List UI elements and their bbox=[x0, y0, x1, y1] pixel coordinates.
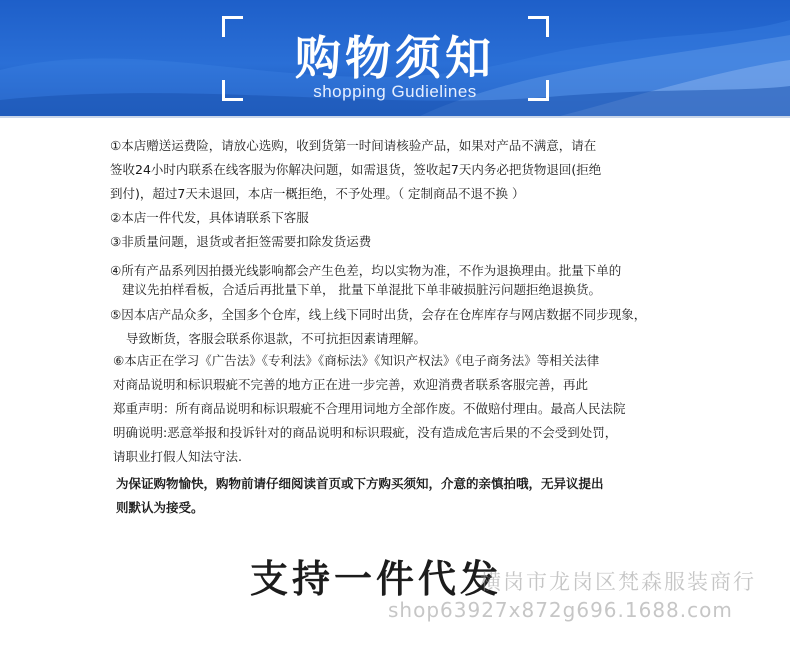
notice-item-4-line-2: 建议先拍样看板，合适后再批量下单， 批量下单混批下单非破损脏污问题拒绝退换货。 bbox=[122, 282, 601, 297]
notice-item-5-line-1: ⑤因本店产品众多，全国多个仓库，线上线下同时出货，会存在仓库库存与网店数据不同步现象， bbox=[110, 307, 647, 322]
notice-item-6-line-5: 请职业打假人知法守法. bbox=[113, 449, 242, 464]
notice-disclaimer-line-1: 为保证购物愉快，购物前请仔细阅读首页或下方购买须知，介意的亲慎拍哦，无异议提出 bbox=[116, 476, 604, 491]
notice-item-6-line-2: 对商品说明和标识瑕疵不完善的地方正在进一步完善，欢迎消费者联系客服完善，再此 bbox=[113, 377, 589, 392]
page-title: 购物须知 bbox=[295, 31, 495, 85]
notice-item-6-line-1: ⑥本店正在学习《广告法》《专利法》《商标法》《知识产权法》《电子商务法》等相关法律 bbox=[113, 353, 600, 368]
notice-item-1-line-3: 到付)，超过7天未退回，本店一概拒绝，不予处理。（ 定制商品不退不换 ） bbox=[110, 186, 525, 201]
notice-item-2: ②本店一件代发，具体请联系下客服 bbox=[110, 210, 309, 225]
notice-item-1-line-1: ①本店赠送运费险，请放心选购，收到货第一时间请核验产品，如果对产品不满意，请在 bbox=[110, 138, 597, 153]
banner-divider bbox=[0, 116, 790, 118]
page-subtitle: shopping Gudielines bbox=[313, 82, 477, 101]
watermark-url: shop63927x872g696.1688.com bbox=[388, 598, 733, 622]
notice-item-1-line-2: 签收24小时内联系在线客服为你解决问题，如需退货，签收起7天内务必把货物退回(拒绝 bbox=[110, 162, 602, 177]
header-banner bbox=[0, 0, 790, 116]
notice-disclaimer-line-2: 则默认为接受。 bbox=[116, 500, 204, 515]
watermark-company: 横岗市龙岗区梵森服装商行 bbox=[480, 570, 756, 594]
notice-item-6-line-4: 明确说明:恶意举报和投诉针对的商品说明和标识瑕疵，没有造成危害后果的不会受到处罚， bbox=[113, 425, 618, 440]
dropship-slogan: 支持一件代发 bbox=[250, 557, 503, 601]
notice-item-5-line-2: 导致断货，客服会联系你退款，不可抗拒因素请理解。 bbox=[126, 331, 427, 346]
notice-item-6-line-3: 郑重声明：所有商品说明和标识瑕疵不合理用词地方全部作废。不做赔付理由。最高人民法院 bbox=[113, 401, 626, 416]
notice-item-3: ③非质量问题，退货或者拒签需要扣除发货运费 bbox=[110, 234, 372, 249]
notice-item-4-line-1: ④所有产品系列因拍摄光线影响都会产生色差，均以实物为准，不作为退换理由。批量下单的 bbox=[110, 263, 622, 278]
